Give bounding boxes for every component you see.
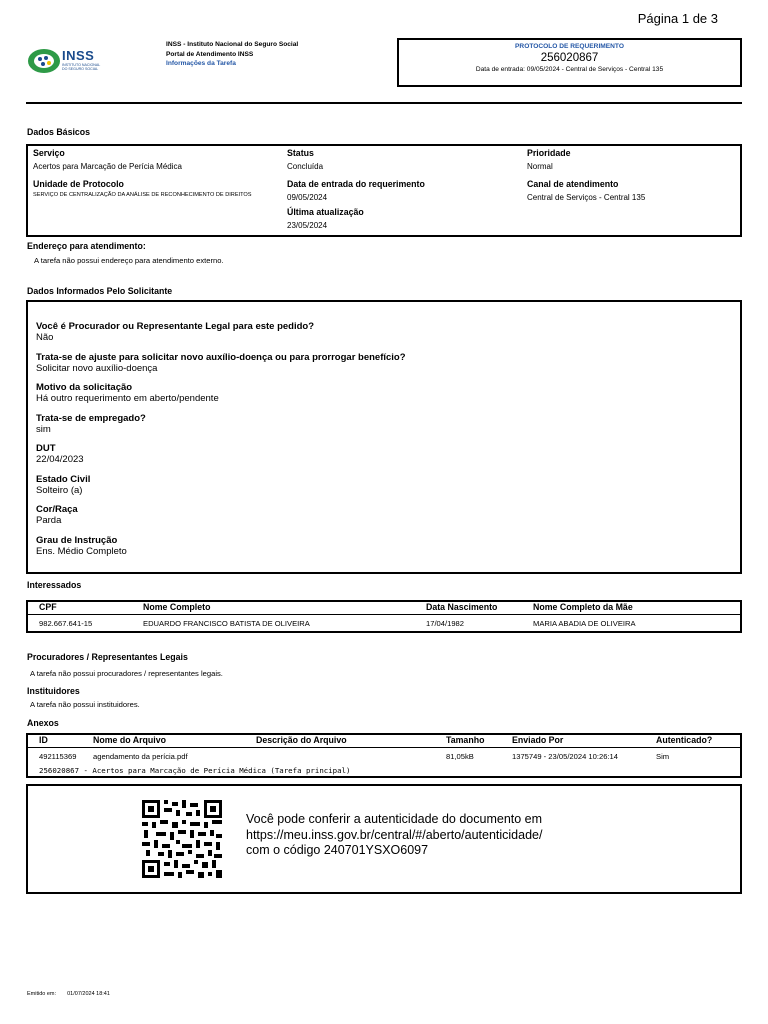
item-value: Solicitar novo auxílio-doença [36, 362, 158, 374]
portal-name: Portal de Atendimento INSS [166, 50, 254, 58]
item-label: Cor/Raça [36, 504, 78, 515]
ultima-atualizacao-label: Última atualização [287, 207, 364, 217]
list-item [36, 321, 406, 352]
unidade-value: SERVIÇO DE CENTRALIZAÇÃO DA ANÁLISE DE RECONHECIMENTO DE DIREITOS [33, 192, 252, 198]
inss-emblem-icon [26, 46, 62, 76]
org-name: INSS - Instituto Nacional do Seguro Social [166, 41, 299, 48]
emission-date: 01/07/2024 18:41 [67, 991, 110, 997]
interessados-heading: Interessados [27, 580, 82, 590]
canal-value: Central de Serviços - Central 135 [527, 193, 646, 202]
table-divider [28, 747, 740, 748]
attachment-filename[interactable]: agendamento da perícia.pdf [93, 752, 188, 761]
column-header: Nome do Arquivo [93, 735, 166, 745]
data-entrada-label: Data de entrada do requerimento [287, 179, 425, 189]
header-divider [26, 102, 742, 104]
table-cell: 81,05kB [446, 752, 474, 761]
status-value: Concluída [287, 162, 324, 171]
prioridade-value: Normal [527, 162, 553, 171]
table-cell: 492115369 [39, 752, 77, 761]
procuradores-text: A tarefa não possui procuradores / representantes legais. [30, 669, 223, 678]
logo-subtitle-1: INSTITUTO NACIONAL [62, 63, 101, 67]
anexos-table [26, 733, 742, 778]
authenticity-code: com o código 240701YSXO6097 [246, 843, 429, 857]
item-value: Solteiro (a) [36, 484, 83, 496]
table-cell: 982.667.641-15 [39, 619, 93, 628]
item-value: sim [36, 423, 51, 435]
protocol-entry-info: Data de entrada: 09/05/2024 - Central de Serviços - Central 135 [475, 66, 664, 73]
endereco-heading: Endereço para atendimento: [27, 241, 146, 251]
item-value: 22/04/2023 [36, 454, 84, 465]
canal-label: Canal de atendimento [527, 179, 619, 189]
emission-label: Emitido em: [27, 991, 57, 997]
logo-name: INSS [62, 48, 95, 63]
list-item [36, 382, 406, 413]
dados-solicitante-heading: Dados Informados Pelo Solicitante [27, 286, 173, 296]
table-cell: 1375749 - 23/05/2024 10:26:14 [512, 752, 618, 761]
column-header: ID [39, 735, 48, 745]
anexos-heading: Anexos [27, 718, 59, 728]
item-label: Grau de Instrução [36, 534, 118, 546]
dados-basicos-heading: Dados Básicos [27, 127, 91, 137]
column-header: Data Nascimento [426, 602, 498, 612]
column-header: Tamanho [446, 735, 485, 745]
column-header: Autenticado? [656, 735, 713, 745]
servico-label: Serviço [33, 148, 65, 158]
dados-solicitante-box [26, 300, 742, 574]
column-header: Enviado Por [512, 735, 564, 745]
logo-subtitle-2: DO SEGURO SOCIAL [62, 67, 99, 71]
dados-basicos-box [26, 144, 742, 237]
interessados-table [26, 600, 742, 633]
prioridade-label: Prioridade [527, 148, 571, 158]
dados-solicitante-list [36, 321, 406, 565]
item-value: Ens. Médio Completo [36, 545, 127, 557]
list-item [36, 413, 406, 444]
column-header: CPF [39, 602, 57, 612]
item-value: Não [36, 332, 54, 343]
protocol-title: PROTOCOLO DE REQUERIMENTO [515, 43, 624, 50]
item-label: Você é Procurador ou Representante Legal para este pedido? [36, 321, 315, 332]
item-label: Estado Civil [36, 473, 91, 485]
item-value: Há outro requerimento em aberto/pendente [36, 393, 219, 404]
column-header: Descrição do Arquivo [256, 735, 347, 745]
main-task-line: 256020867 - Acertos para Marcação de Perícia Médica (Tarefa principal) [39, 766, 351, 775]
column-header: Nome Completo [143, 602, 211, 612]
item-label: Trata-se de ajuste para solicitar novo auxílio-doença ou para prorrogar benefício? [36, 351, 406, 363]
ultima-atualizacao-value: 23/05/2024 [287, 221, 328, 230]
table-cell: 17/04/1982 [426, 619, 465, 628]
item-label: Trata-se de empregado? [36, 412, 146, 424]
emission-footer [27, 991, 110, 997]
instituidores-heading: Instituidores [27, 686, 80, 696]
servico-value: Acertos para Marcação de Perícia Médica [33, 162, 182, 171]
procuradores-heading: Procuradores / Representantes Legais [27, 652, 188, 662]
authenticity-text [246, 812, 542, 859]
column-header: Nome Completo da Mãe [533, 602, 633, 612]
endereco-text: A tarefa não possui endereço para atendimento externo. [34, 256, 224, 265]
qr-code-icon [142, 800, 222, 878]
org-header [166, 40, 298, 69]
list-item [36, 474, 406, 505]
item-label: DUT [36, 443, 56, 454]
instituidores-text: A tarefa não possui instituidores. [30, 700, 140, 709]
page-indicator: Página 1 de 3 [637, 11, 718, 26]
table-cell: EDUARDO FRANCISCO BATISTA DE OLIVEIRA [143, 619, 310, 628]
item-label: Motivo da solicitação [36, 382, 133, 393]
status-label: Status [287, 148, 314, 158]
unidade-label: Unidade de Protocolo [33, 179, 124, 189]
inss-logo [26, 44, 116, 80]
authenticity-url[interactable]: https://meu.inss.gov.br/central/#/aberto/autenticidade/ [246, 827, 543, 842]
table-cell: MARIA ABADIA DE OLIVEIRA [533, 619, 636, 628]
table-divider [28, 614, 740, 615]
table-cell: Sim [656, 752, 670, 761]
list-item [36, 443, 406, 474]
list-item [36, 535, 406, 566]
protocol-box [397, 38, 742, 87]
protocol-number: 256020867 [540, 52, 599, 64]
data-entrada-value: 09/05/2024 [287, 193, 328, 202]
authenticity-line-1: Você pode conferir a autenticidade do documento em [246, 812, 543, 826]
page-subtitle: Informações da Tarefa [166, 60, 236, 67]
item-value: Parda [36, 515, 62, 526]
list-item [36, 352, 406, 383]
list-item [36, 504, 406, 535]
